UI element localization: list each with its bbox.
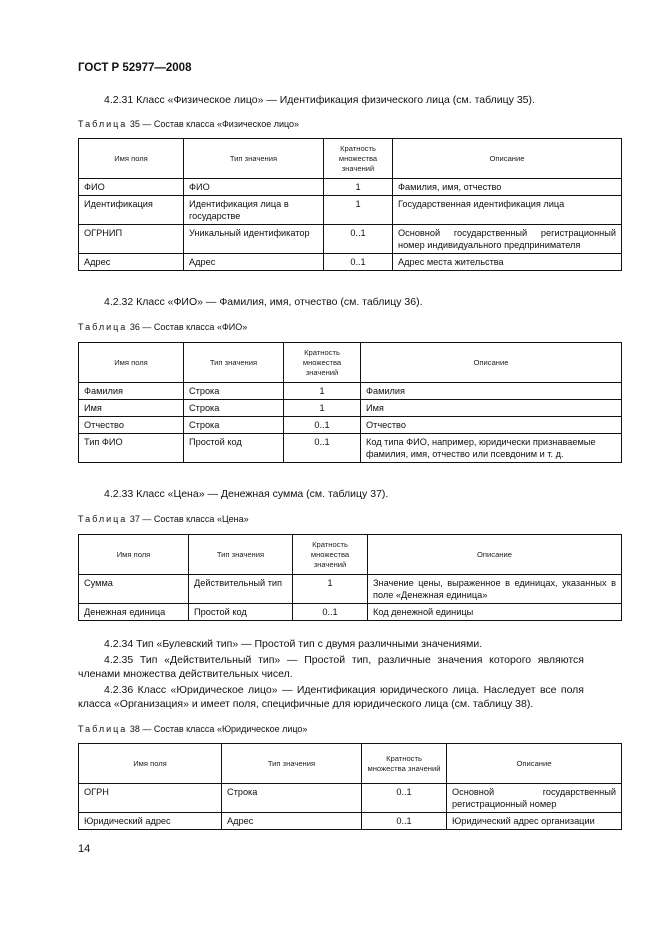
cell-name: Идентификация bbox=[79, 196, 184, 225]
table-header-row bbox=[79, 139, 622, 179]
col-header-type: Тип значения bbox=[189, 535, 293, 575]
cell-name: ОГРН bbox=[79, 784, 222, 813]
col-header-desc: Описание bbox=[361, 343, 622, 383]
cell-type: Действительный тип bbox=[189, 575, 293, 604]
col-header-type: Тип значения bbox=[184, 343, 284, 383]
cell-mult: 1 bbox=[284, 383, 361, 400]
cell-desc: Юридический адрес организации bbox=[447, 813, 622, 830]
section-4-2-32: 4.2.32 Класс «ФИО» — Фамилия, имя, отчество (см. таблицу 36). bbox=[104, 296, 423, 308]
col-header-mult: Кратность множества значений bbox=[284, 343, 361, 383]
table-row bbox=[79, 417, 622, 434]
col-header-mult: Кратность множества значений bbox=[324, 139, 393, 179]
col-header-mult: Кратность множества значений bbox=[362, 744, 447, 784]
cell-type: Простой код bbox=[184, 434, 284, 463]
cell-mult: 0..1 bbox=[284, 417, 361, 434]
col-header-mult: Кратность множества значений bbox=[293, 535, 368, 575]
cell-desc: Отчество bbox=[361, 417, 622, 434]
table-row bbox=[79, 196, 622, 225]
table-header-row bbox=[79, 744, 622, 784]
cell-desc: Фамилия bbox=[361, 383, 622, 400]
caption-text: 38 — Состав класса «Юридическое лицо» bbox=[129, 724, 308, 734]
cell-type: Идентификация лица в государстве bbox=[184, 196, 324, 225]
caption-word: Таблица bbox=[78, 119, 128, 129]
table-38-caption bbox=[78, 724, 307, 734]
table-row bbox=[79, 784, 622, 813]
cell-mult: 0..1 bbox=[284, 434, 361, 463]
table-35 bbox=[78, 138, 622, 271]
caption-word: Таблица bbox=[78, 514, 128, 524]
cell-type: Адрес bbox=[184, 254, 324, 271]
cell-desc: Код денежной единицы bbox=[368, 604, 622, 621]
col-header-desc: Описание bbox=[368, 535, 622, 575]
col-header-name: Имя поля bbox=[79, 139, 184, 179]
cell-name: Адрес bbox=[79, 254, 184, 271]
document-code: ГОСТ Р 52977—2008 bbox=[78, 62, 192, 74]
cell-name: Денежная единица bbox=[79, 604, 189, 621]
table-row bbox=[79, 179, 622, 196]
table-row bbox=[79, 813, 622, 830]
caption-text: 35 — Состав класса «Физическое лицо» bbox=[129, 119, 300, 129]
table-row bbox=[79, 225, 622, 254]
cell-desc: Значение цены, выраженное в единицах, указанных в поле «Денежная единица» bbox=[368, 575, 622, 604]
cell-desc: Фамилия, имя, отчество bbox=[393, 179, 622, 196]
table-35-caption bbox=[78, 119, 299, 129]
caption-text: 37 — Состав класса «Цена» bbox=[129, 514, 249, 524]
cell-type: ФИО bbox=[184, 179, 324, 196]
col-header-desc: Описание bbox=[447, 744, 622, 784]
col-header-name: Имя поля bbox=[79, 535, 189, 575]
cell-name: Юридический адрес bbox=[79, 813, 222, 830]
section-4-2-35: 4.2.35 Тип «Действительный тип» — Простой тип, различные значения которого являются членами множества действительных чисел. bbox=[78, 654, 584, 680]
cell-name: ОГРНИП bbox=[79, 225, 184, 254]
table-header-row bbox=[79, 343, 622, 383]
table-row bbox=[79, 254, 622, 271]
cell-type: Строка bbox=[184, 383, 284, 400]
cell-name: Имя bbox=[79, 400, 184, 417]
cell-type: Строка bbox=[222, 784, 362, 813]
cell-desc: Код типа ФИО, например, юридически признаваемые фамилия, имя, отчество или псевдоним и т. д. bbox=[361, 434, 622, 463]
cell-desc: Адрес места жительства bbox=[393, 254, 622, 271]
table-row bbox=[79, 434, 622, 463]
table-row bbox=[79, 575, 622, 604]
cell-mult: 1 bbox=[324, 196, 393, 225]
section-4-2-34: 4.2.34 Тип «Булевский тип» — Простой тип с двумя различными значениями. bbox=[104, 638, 483, 650]
table-row bbox=[79, 383, 622, 400]
col-header-type: Тип значения bbox=[222, 744, 362, 784]
caption-word: Таблица bbox=[78, 322, 128, 332]
cell-name: ФИО bbox=[79, 179, 184, 196]
cell-mult: 0..1 bbox=[362, 784, 447, 813]
cell-type: Строка bbox=[184, 417, 284, 434]
cell-mult: 0..1 bbox=[293, 604, 368, 621]
cell-desc: Основной государственный регистрационный номер индивидуального предпринимателя bbox=[393, 225, 622, 254]
section-4-2-33: 4.2.33 Класс «Цена» — Денежная сумма (см. таблицу 37). bbox=[104, 488, 389, 500]
table-36 bbox=[78, 342, 622, 463]
cell-desc: Имя bbox=[361, 400, 622, 417]
table-37-caption bbox=[78, 514, 249, 524]
cell-name: Тип ФИО bbox=[79, 434, 184, 463]
table-header-row bbox=[79, 535, 622, 575]
cell-desc: Основной государственный регистрационный номер bbox=[447, 784, 622, 813]
table-row bbox=[79, 604, 622, 621]
table-37 bbox=[78, 534, 622, 621]
cell-desc: Государственная идентификация лица bbox=[393, 196, 622, 225]
section-4-2-36: 4.2.36 Класс «Юридическое лицо» — Идентификация юридического лица. Наследует все поля класса «Организация» и имеет поля, специфичные для юридического лица (см. таблицу 38). bbox=[78, 684, 584, 710]
cell-mult: 0..1 bbox=[324, 225, 393, 254]
table-36-caption bbox=[78, 322, 247, 332]
table-38 bbox=[78, 743, 622, 830]
cell-type: Строка bbox=[184, 400, 284, 417]
cell-mult: 1 bbox=[293, 575, 368, 604]
cell-name: Сумма bbox=[79, 575, 189, 604]
col-header-name: Имя поля bbox=[79, 343, 184, 383]
page-number: 14 bbox=[78, 843, 91, 855]
cell-type: Уникальный идентификатор bbox=[184, 225, 324, 254]
col-header-name: Имя поля bbox=[79, 744, 222, 784]
cell-type: Адрес bbox=[222, 813, 362, 830]
cell-name: Фамилия bbox=[79, 383, 184, 400]
caption-word: Таблица bbox=[78, 724, 128, 734]
cell-mult: 0..1 bbox=[324, 254, 393, 271]
table-row bbox=[79, 400, 622, 417]
caption-text: 36 — Состав класса «ФИО» bbox=[129, 322, 248, 332]
col-header-type: Тип значения bbox=[184, 139, 324, 179]
section-4-2-31: 4.2.31 Класс «Физическое лицо» — Идентификация физического лица (см. таблицу 35). bbox=[104, 94, 535, 106]
col-header-desc: Описание bbox=[393, 139, 622, 179]
cell-type: Простой код bbox=[189, 604, 293, 621]
cell-mult: 1 bbox=[324, 179, 393, 196]
cell-mult: 0..1 bbox=[362, 813, 447, 830]
cell-name: Отчество bbox=[79, 417, 184, 434]
cell-mult: 1 bbox=[284, 400, 361, 417]
